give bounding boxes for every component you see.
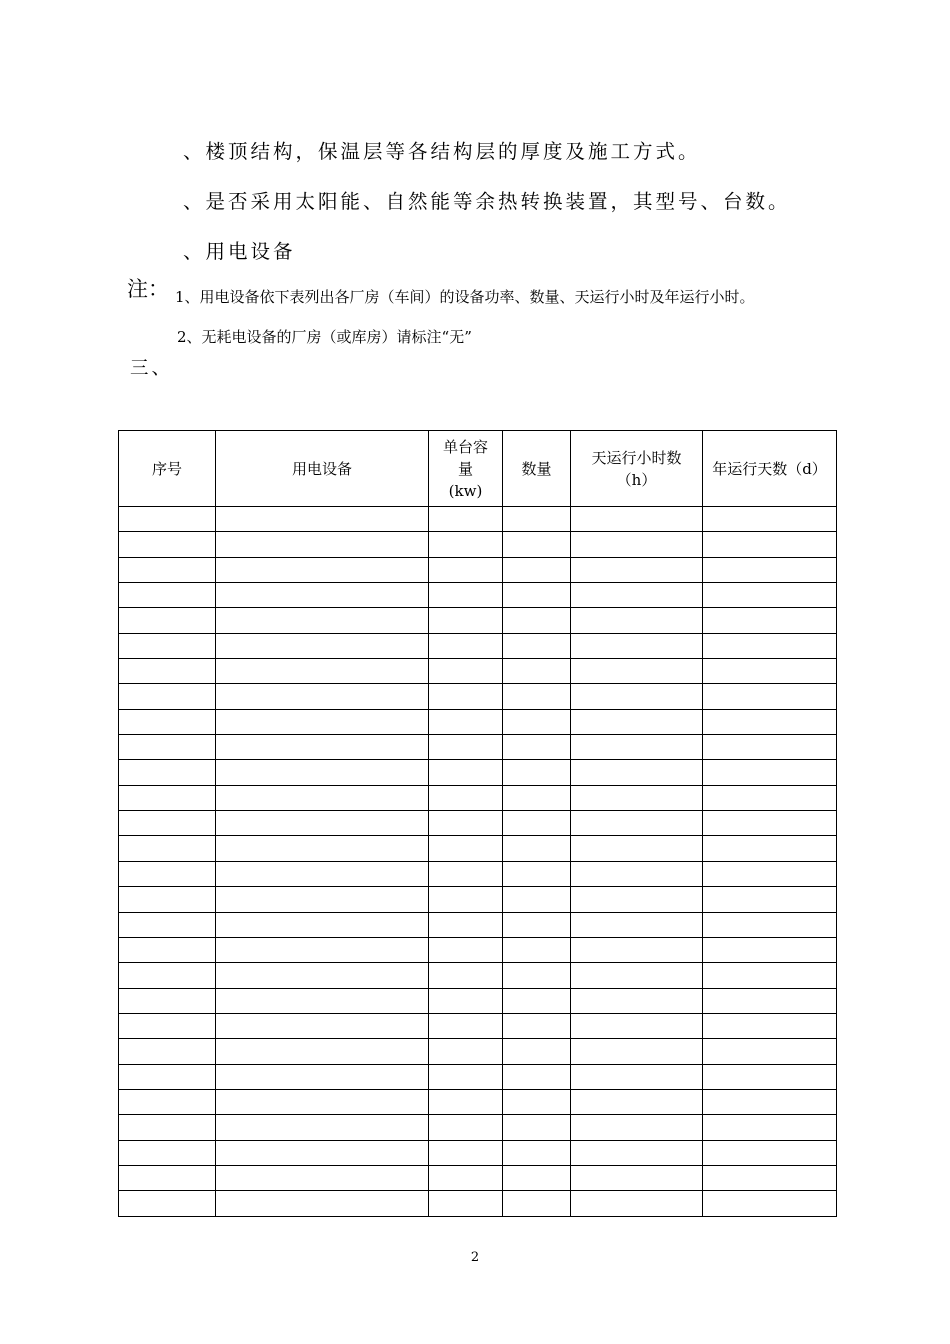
table-cell[interactable] [119,608,216,633]
table-cell[interactable] [703,1089,837,1114]
table-cell[interactable] [571,988,703,1013]
table-cell[interactable] [503,633,571,658]
table-cell[interactable] [429,912,503,937]
table-cell[interactable] [571,937,703,962]
table-cell[interactable] [216,760,429,785]
table-cell[interactable] [503,1039,571,1064]
table-cell[interactable] [429,684,503,709]
table-row [119,532,837,557]
table-row [119,608,837,633]
table-cell[interactable] [503,557,571,582]
table-cell[interactable] [216,963,429,988]
table-cell[interactable] [503,785,571,810]
table-row [119,937,837,962]
table-cell[interactable] [571,507,703,532]
table-row [119,912,837,937]
table-cell[interactable] [503,861,571,886]
table-cell[interactable] [429,937,503,962]
table-cell[interactable] [571,659,703,684]
table-cell[interactable] [571,1064,703,1089]
table-cell[interactable] [429,608,503,633]
table-cell[interactable] [216,836,429,861]
table-cell[interactable] [216,633,429,658]
table-cell[interactable] [703,532,837,557]
table-cell[interactable] [703,557,837,582]
table-cell[interactable] [119,583,216,608]
table-cell[interactable] [119,507,216,532]
table-cell[interactable] [119,912,216,937]
table-cell[interactable] [503,1191,571,1216]
table-cell[interactable] [703,988,837,1013]
table-cell[interactable] [119,684,216,709]
table-cell[interactable] [119,937,216,962]
table-cell[interactable] [216,557,429,582]
table-cell[interactable] [119,557,216,582]
table-cell[interactable] [503,583,571,608]
table-cell[interactable] [571,1115,703,1140]
table-cell[interactable] [571,1191,703,1216]
table-cell[interactable] [571,861,703,886]
table-cell[interactable] [503,912,571,937]
header-unit-capacity: 单台容 量 (kw) [429,431,503,507]
table-cell[interactable] [429,811,503,836]
table-cell[interactable] [119,633,216,658]
table-cell[interactable] [571,608,703,633]
table-cell[interactable] [571,1165,703,1190]
table-cell[interactable] [571,836,703,861]
table-header-row [119,431,837,507]
header-quantity: 数量 [503,431,571,507]
table-cell[interactable] [703,1039,837,1064]
equipment-table [118,430,837,1217]
header-index: 序号 [119,431,216,507]
table-cell[interactable] [571,912,703,937]
table-cell[interactable] [216,1165,429,1190]
table-cell[interactable] [429,532,503,557]
table-cell[interactable] [571,963,703,988]
table-cell[interactable] [703,887,837,912]
table-cell[interactable] [571,1039,703,1064]
table-cell[interactable] [216,937,429,962]
table-cell[interactable] [503,937,571,962]
table-cell[interactable] [119,659,216,684]
table-cell[interactable] [703,760,837,785]
section-number: 三、 [130,358,174,379]
table-cell[interactable] [429,659,503,684]
table-cell[interactable] [703,709,837,734]
table-row [119,684,837,709]
table-row [119,1140,837,1165]
table-cell[interactable] [503,684,571,709]
table-cell[interactable] [429,1013,503,1038]
table-cell[interactable] [216,709,429,734]
table-cell[interactable] [216,684,429,709]
table-row [119,963,837,988]
table-cell[interactable] [429,963,503,988]
table-cell[interactable] [429,785,503,810]
table-cell[interactable] [503,988,571,1013]
table-cell[interactable] [429,633,503,658]
table-cell[interactable] [703,963,837,988]
table-row [119,507,837,532]
table-cell[interactable] [503,659,571,684]
table-cell[interactable] [703,785,837,810]
table-cell[interactable] [503,709,571,734]
table-cell[interactable] [119,963,216,988]
table-cell[interactable] [429,861,503,886]
table-row [119,583,837,608]
table-cell[interactable] [216,1191,429,1216]
table-cell[interactable] [571,532,703,557]
table-cell[interactable] [119,1064,216,1089]
table-cell[interactable] [119,735,216,760]
table-cell[interactable] [429,1140,503,1165]
table-row [119,735,837,760]
table-cell[interactable] [429,507,503,532]
table-cell[interactable] [119,785,216,810]
table-cell[interactable] [216,1089,429,1114]
table-cell[interactable] [429,735,503,760]
header-annual-days: 年运行天数（d） [703,431,837,507]
table-cell[interactable] [216,583,429,608]
table-cell[interactable] [703,811,837,836]
table-cell[interactable] [429,887,503,912]
table-row [119,659,837,684]
table-cell[interactable] [216,861,429,886]
table-cell[interactable] [571,811,703,836]
table-cell[interactable] [703,1115,837,1140]
table-cell[interactable] [429,836,503,861]
note-item-2: 2、无耗电设备的厂房（或库房）请标注“无” [177,328,472,346]
table-cell[interactable] [571,1140,703,1165]
table-cell[interactable] [703,836,837,861]
table-row [119,785,837,810]
table-cell[interactable] [119,887,216,912]
table-cell[interactable] [119,1013,216,1038]
table-cell[interactable] [119,1089,216,1114]
table-cell[interactable] [703,633,837,658]
header-equipment: 用电设备 [216,431,429,507]
table-cell[interactable] [503,1064,571,1089]
table-cell[interactable] [119,1140,216,1165]
table-row [119,1013,837,1038]
note-label: 注： [127,277,169,301]
table-cell[interactable] [503,1013,571,1038]
table-cell[interactable] [119,811,216,836]
table-cell[interactable] [119,709,216,734]
table-cell[interactable] [571,633,703,658]
table-cell[interactable] [216,1039,429,1064]
table-cell[interactable] [703,1140,837,1165]
table-cell[interactable] [703,1013,837,1038]
table-row [119,1165,837,1190]
table-cell[interactable] [703,684,837,709]
table-cell[interactable] [571,583,703,608]
table-row [119,1115,837,1140]
table-cell[interactable] [119,1115,216,1140]
table-cell[interactable] [429,709,503,734]
body-line-roof-structure: 、楼顶结构，保温层等各结构层的厚度及施工方式。 [183,140,701,163]
table-cell[interactable] [571,785,703,810]
table-cell[interactable] [503,1089,571,1114]
table-cell[interactable] [703,861,837,886]
table-cell[interactable] [216,988,429,1013]
table-row [119,988,837,1013]
table-cell[interactable] [571,887,703,912]
table-row [119,1191,837,1216]
table-cell[interactable] [503,735,571,760]
table-cell[interactable] [571,735,703,760]
body-line-electrical-equipment: 、用电设备 [183,240,296,263]
body-line-solar-devices: 、是否采用太阳能、自然能等余热转换装置，其型号、台数。 [183,190,791,213]
table-cell[interactable] [571,760,703,785]
table-cell[interactable] [503,608,571,633]
table-row [119,1089,837,1114]
note-item-1: 1、用电设备依下表列出各厂房（车间）的设备功率、数量、天运行小时及年运行小时。 [175,288,755,306]
page-number: 2 [470,1250,480,1265]
table-cell[interactable] [503,963,571,988]
table-cell[interactable] [216,811,429,836]
table-cell[interactable] [429,557,503,582]
table-cell[interactable] [703,912,837,937]
header-daily-hours: 天运行小时数 （h） [571,431,703,507]
table-cell[interactable] [429,1089,503,1114]
table-row [119,557,837,582]
table-cell[interactable] [503,1165,571,1190]
table-cell[interactable] [703,659,837,684]
table-cell[interactable] [119,760,216,785]
table-row [119,633,837,658]
table-cell[interactable] [429,1039,503,1064]
table-cell[interactable] [703,1064,837,1089]
table-row [119,887,837,912]
table-cell[interactable] [571,684,703,709]
table-cell[interactable] [119,532,216,557]
table-cell[interactable] [216,1013,429,1038]
table-cell[interactable] [703,1191,837,1216]
table-cell[interactable] [429,583,503,608]
table-cell[interactable] [119,836,216,861]
table-cell[interactable] [703,735,837,760]
table-cell[interactable] [571,557,703,582]
table-cell[interactable] [216,785,429,810]
table-cell[interactable] [703,1165,837,1190]
table-cell[interactable] [429,1064,503,1089]
table-cell[interactable] [216,659,429,684]
table-row [119,836,837,861]
table-cell[interactable] [216,735,429,760]
table-row [119,760,837,785]
table-cell[interactable] [703,507,837,532]
table-cell[interactable] [119,861,216,886]
table-body [119,507,837,1217]
table-cell[interactable] [119,1191,216,1216]
table-row [119,811,837,836]
table-cell[interactable] [503,760,571,785]
table-cell[interactable] [119,988,216,1013]
table-row [119,709,837,734]
table-cell[interactable] [216,507,429,532]
table-row [119,1039,837,1064]
table-cell[interactable] [571,1089,703,1114]
table-cell[interactable] [703,937,837,962]
table-cell[interactable] [216,532,429,557]
table-cell[interactable] [503,507,571,532]
table-cell[interactable] [216,1115,429,1140]
table-cell[interactable] [703,608,837,633]
table-cell[interactable] [216,887,429,912]
table-cell[interactable] [216,1140,429,1165]
table-cell[interactable] [571,709,703,734]
table-row [119,861,837,886]
table-cell[interactable] [703,583,837,608]
table-cell[interactable] [216,608,429,633]
table-cell[interactable] [571,1013,703,1038]
table-cell[interactable] [429,988,503,1013]
table-cell[interactable] [503,887,571,912]
table-cell[interactable] [503,811,571,836]
table-cell[interactable] [503,836,571,861]
table-cell[interactable] [429,1165,503,1190]
table-cell[interactable] [216,1064,429,1089]
table-cell[interactable] [503,532,571,557]
table-cell[interactable] [429,1115,503,1140]
table-cell[interactable] [503,1140,571,1165]
table-cell[interactable] [429,760,503,785]
table-cell[interactable] [429,1191,503,1216]
table-cell[interactable] [119,1165,216,1190]
table-cell[interactable] [119,1039,216,1064]
table-cell[interactable] [503,1115,571,1140]
table-cell[interactable] [216,912,429,937]
table-row [119,1064,837,1089]
